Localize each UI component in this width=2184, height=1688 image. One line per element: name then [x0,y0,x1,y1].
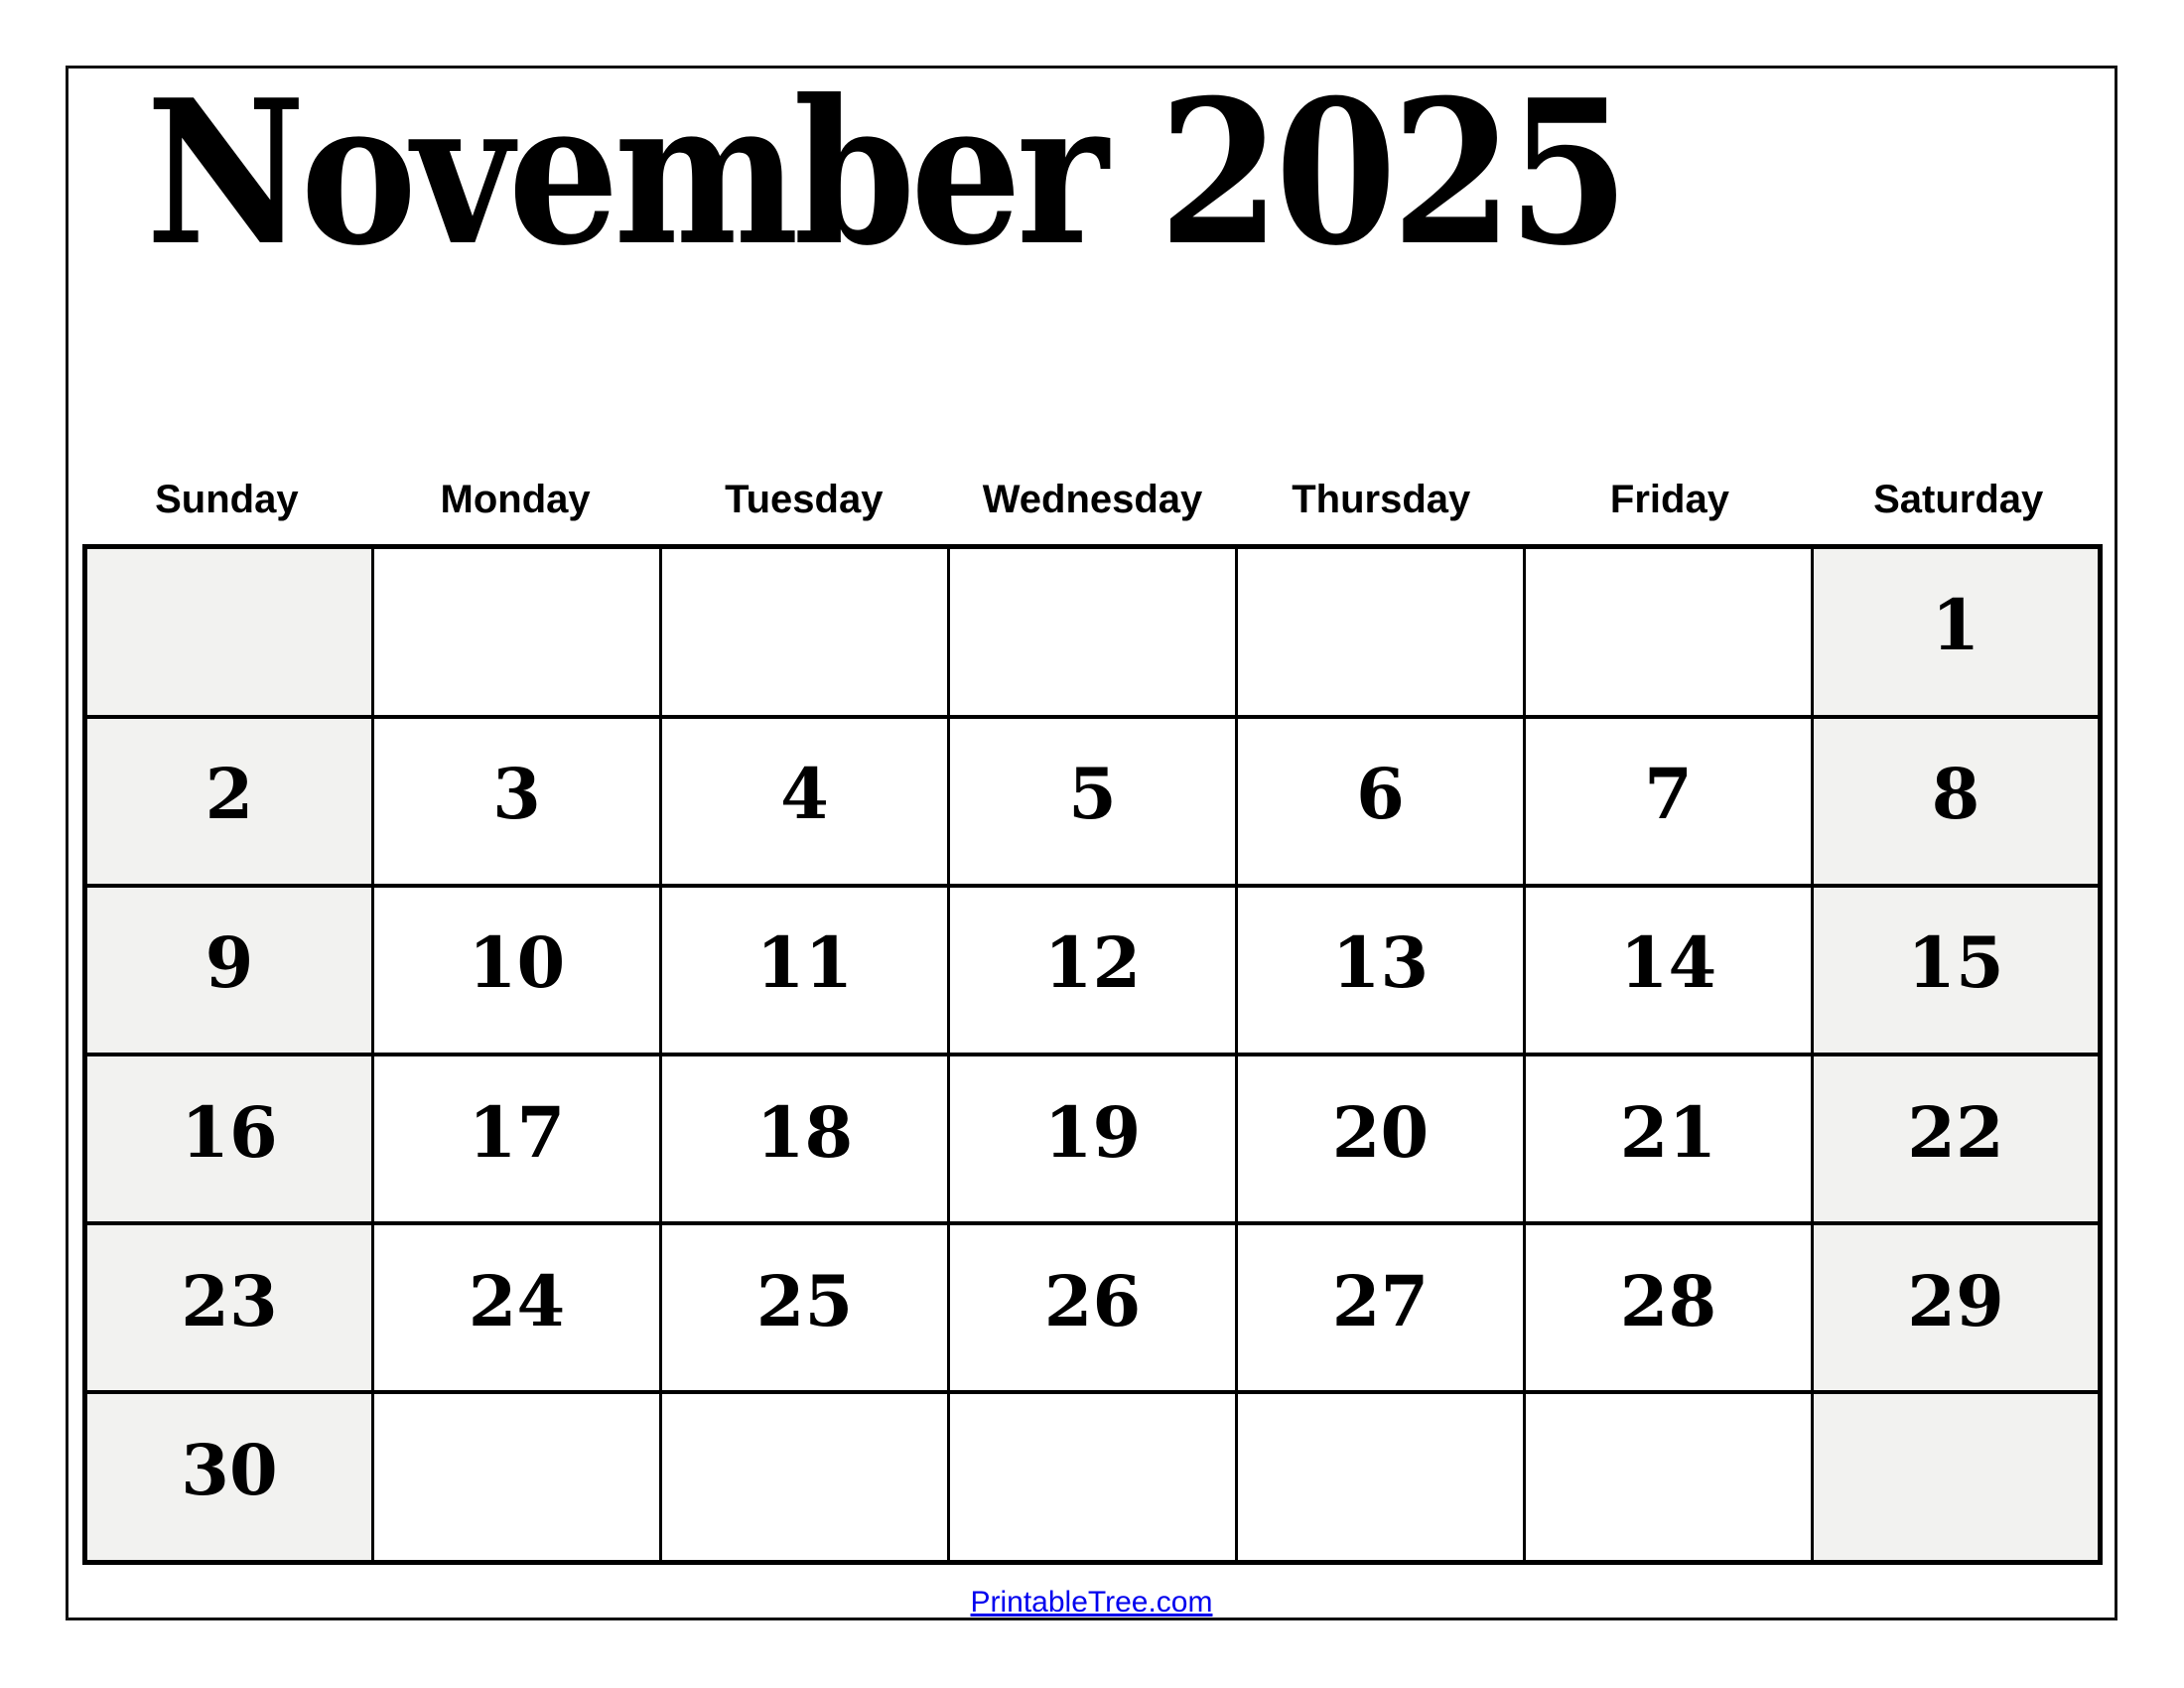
printabletree-link[interactable]: PrintableTree.com [970,1586,1213,1618]
day-cell: 25 [661,1223,949,1392]
weekday-header-saturday: Saturday [1873,477,2044,521]
day-cell: 23 [85,1223,373,1392]
day-cell: 30 [85,1392,373,1562]
page-border [66,57,2117,1620]
day-cell: 9 [85,886,373,1055]
day-cell [661,547,949,717]
day-cell: 27 [1237,1223,1525,1392]
week-row-4 [85,1055,2101,1223]
day-cell [949,547,1237,717]
day-cell: 29 [1813,1223,2101,1392]
day-cell: 10 [373,886,661,1055]
day-cell: 2 [85,717,373,886]
day-cell [1237,1392,1525,1562]
day-cell: 15 [1813,886,2101,1055]
week-row-2 [85,717,2101,886]
day-cell: 1 [1813,547,2101,717]
week-row-3 [85,886,2101,1055]
week-row-1 [85,547,2101,717]
day-cell [1525,547,1813,717]
day-cell: 16 [85,1055,373,1223]
footer [68,1586,2115,1619]
day-cell: 7 [1525,717,1813,886]
day-cell [1813,1392,2101,1562]
day-cell: 14 [1525,886,1813,1055]
weekday-header-tuesday: Tuesday [725,477,884,521]
calendar-grid [82,544,2103,1565]
week-row-5 [85,1223,2101,1392]
day-cell [1525,1392,1813,1562]
day-cell: 8 [1813,717,2101,886]
day-cell: 20 [1237,1055,1525,1223]
day-cell: 11 [661,886,949,1055]
weekday-header-thursday: Thursday [1292,477,1471,521]
weekday-header-monday: Monday [440,477,591,521]
day-cell: 18 [661,1055,949,1223]
day-cell: 19 [949,1055,1237,1223]
day-cell [373,547,661,717]
day-cell [949,1392,1237,1562]
weekday-header-row [82,464,2103,535]
day-cell [661,1392,949,1562]
day-cell [1237,547,1525,717]
weekday-header-sunday: Sunday [155,477,299,521]
day-cell: 28 [1525,1223,1813,1392]
week-row-6 [85,1392,2101,1562]
day-cell [85,547,373,717]
page-title: November 2025 [146,57,1624,290]
day-cell: 4 [661,717,949,886]
day-cell: 12 [949,886,1237,1055]
day-cell: 26 [949,1223,1237,1392]
day-cell: 13 [1237,886,1525,1055]
day-cell: 5 [949,717,1237,886]
day-cell: 22 [1813,1055,2101,1223]
day-cell [373,1392,661,1562]
day-cell: 6 [1237,717,1525,886]
day-cell: 3 [373,717,661,886]
weekday-header-friday: Friday [1609,477,1729,521]
day-cell: 24 [373,1223,661,1392]
day-cell: 17 [373,1055,661,1223]
day-cell: 21 [1525,1055,1813,1223]
weekday-header-wednesday: Wednesday [982,477,1203,521]
